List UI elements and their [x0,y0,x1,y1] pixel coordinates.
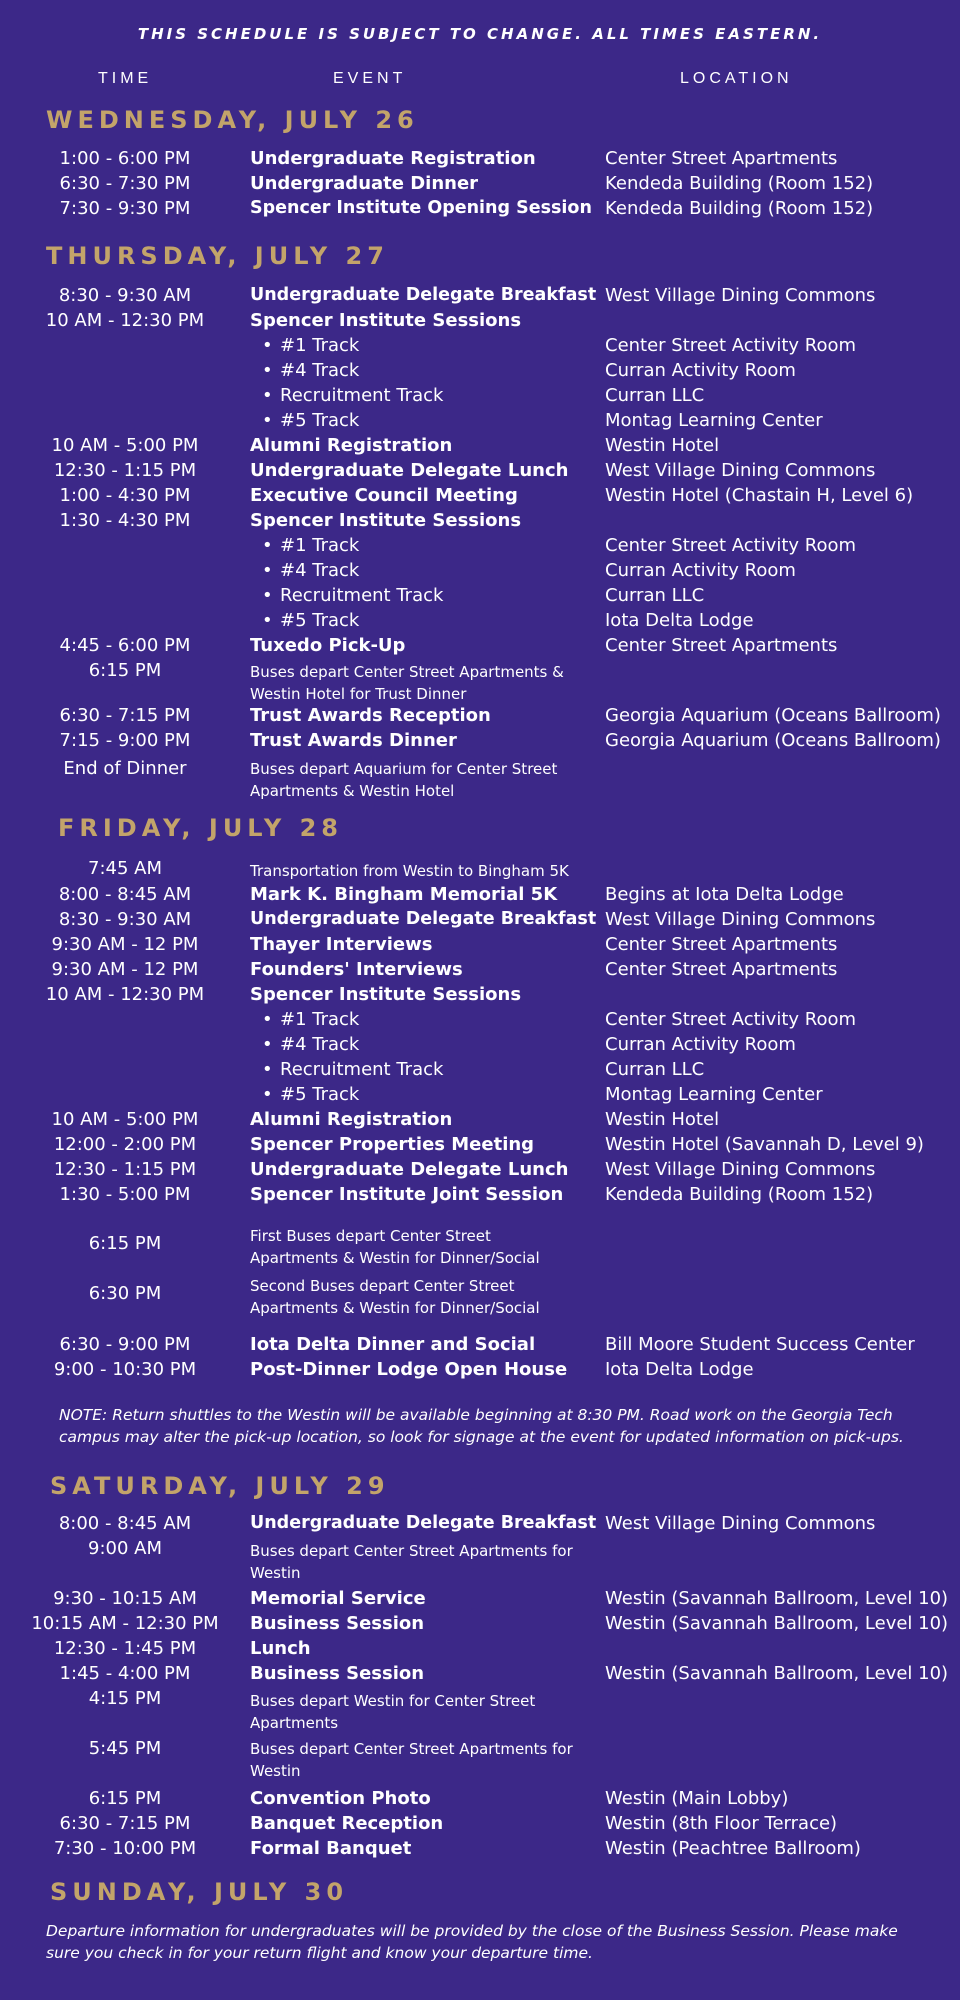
row-time: 7:45 AM [88,858,162,879]
row-time: 9:30 - 10:15 AM [53,1588,197,1609]
row-time: 9:00 AM [88,1538,162,1559]
schedule-row [0,1688,960,1732]
row-time: 7:30 - 9:30 PM [59,198,191,219]
schedule-row [0,858,960,883]
schedule-row [0,909,960,934]
row-event: Undergraduate Delegate Lunch [250,1159,569,1180]
row-location: Kendeda Building (Room 152) [605,173,874,194]
row-time: 1:30 - 5:00 PM [59,1184,191,1205]
row-location: Center Street Apartments [605,959,838,980]
row-time: 8:00 - 8:45 AM [58,1513,192,1534]
track-row [0,585,960,610]
row-location: Curran Activity Room [605,360,796,381]
row-time: 5:45 PM [88,1738,162,1759]
track-name: • Recruitment Track [262,585,443,606]
row-time: End of Dinner [63,758,187,779]
row-location: Westin Hotel [605,435,720,456]
schedule-row [0,1334,960,1359]
row-time: 6:15 PM [88,1233,162,1254]
schedule-row [0,884,960,909]
row-bus-note: First Buses depart Center Street Apartments & Westin for Dinner/Social [250,1227,540,1267]
day-heading-saturday: SATURDAY, JULY 29 [50,1472,390,1500]
row-time: 10 AM - 12:30 PM [45,310,205,331]
row-event: Undergraduate Delegate Breakfast [250,909,597,929]
row-event: Iota Delta Dinner and Social [250,1334,536,1355]
row-location: Curran LLC [605,1059,705,1080]
schedule-row [0,934,960,959]
track-name: • #5 Track [262,1084,359,1105]
track-row [0,610,960,635]
row-event: Business Session [250,1613,425,1634]
row-event: Spencer Institute Joint Session [250,1184,564,1205]
row-bus-note: Transportation from Westin to Bingham 5K [250,862,569,880]
row-time: 10:15 AM - 12:30 PM [31,1613,219,1634]
row-location: Westin (Savannah Ballroom, Level 10) [605,1588,949,1609]
row-location: Center Street Activity Room [605,335,857,356]
row-time: 12:30 - 1:15 PM [53,460,197,481]
schedule-row [0,1159,960,1184]
row-event: Trust Awards Dinner [250,730,457,751]
row-location: Georgia Aquarium (Oceans Ballroom) [605,730,941,751]
schedule-row [0,460,960,485]
schedule-row [0,1613,960,1638]
schedule-row [0,198,960,223]
row-event: Spencer Institute Opening Session [250,198,592,218]
schedule-row [0,435,960,460]
schedule-row [0,1813,960,1838]
row-time: 10 AM - 5:00 PM [51,1109,199,1130]
row-event: Formal Banquet [250,1838,412,1859]
row-location: Westin (8th Floor Terrace) [605,1813,838,1834]
day-heading-friday: FRIDAY, JULY 28 [58,814,343,842]
row-event: Spencer Institute Sessions [250,310,522,331]
row-event: Banquet Reception [250,1813,444,1834]
row-time: 8:30 - 9:30 AM [58,285,192,306]
track-name: • #1 Track [262,535,359,556]
schedule-row [0,635,960,660]
row-event: Spencer Institute Sessions [250,510,522,531]
row-time: 7:30 - 10:00 PM [53,1838,197,1859]
track-row [0,1009,960,1034]
row-time: 4:45 - 6:00 PM [59,635,191,656]
schedule-row [0,705,960,730]
row-time: 12:00 - 2:00 PM [53,1134,197,1155]
row-event: Undergraduate Delegate Lunch [250,460,569,481]
day-heading-sunday: SUNDAY, JULY 30 [50,1878,349,1906]
shuttle-note: NOTE: Return shuttles to the Westin will be available beginning at 8:30 PM. Road work on the Georgia Tech campus may alter the pick-up location, so look for signage at the event for updated information on pick-ups. [59,1406,904,1446]
row-event: Lunch [250,1638,311,1659]
row-time: 10 AM - 5:00 PM [51,435,199,456]
row-time: 1:45 - 4:00 PM [59,1663,191,1684]
row-location: Montag Learning Center [605,410,823,431]
schedule-row [0,1109,960,1134]
row-time: 6:30 PM [88,1283,162,1304]
track-name: • #4 Track [262,1034,359,1055]
row-time: 9:30 AM - 12 PM [51,959,199,980]
row-time: 12:30 - 1:15 PM [53,1159,197,1180]
row-time: 1:30 - 4:30 PM [59,510,191,531]
day-heading-thursday: THURSDAY, JULY 27 [46,242,389,270]
row-location: West Village Dining Commons [605,909,876,930]
row-location: Kendeda Building (Room 152) [605,198,874,219]
schedule-row [0,758,960,800]
track-row [0,410,960,435]
row-location: West Village Dining Commons [605,460,876,481]
row-bus-note: Buses depart Aquarium for Center Street Apartments & Westin Hotel [250,760,558,800]
row-event: Thayer Interviews [250,934,433,955]
row-event: Convention Photo [250,1788,431,1809]
row-time: 4:15 PM [88,1688,162,1709]
schedule-row [0,1788,960,1813]
row-time: 6:30 - 7:15 PM [59,705,191,726]
row-time: 6:30 - 7:30 PM [59,173,191,194]
row-event: Undergraduate Registration [250,148,536,169]
schedule-row [0,1184,960,1209]
row-location: Center Street Apartments [605,934,838,955]
row-event: Undergraduate Delegate Breakfast [250,1513,597,1533]
row-location: Center Street Activity Room [605,535,857,556]
row-location: Westin Hotel (Savannah D, Level 9) [605,1134,924,1155]
row-event: Executive Council Meeting [250,485,518,506]
time-column-header: TIME [98,70,153,87]
row-event: Tuxedo Pick-Up [250,635,406,656]
row-event: Memorial Service [250,1588,426,1609]
row-bus-note: Buses depart Center Street Apartments for Westin [250,1542,573,1582]
row-time: 10 AM - 12:30 PM [45,984,205,1005]
row-event: Undergraduate Delegate Breakfast [250,285,597,305]
row-location: Iota Delta Lodge [605,610,754,631]
row-location: Center Street Activity Room [605,1009,857,1030]
track-name: • #1 Track [262,335,359,356]
schedule-row [0,730,960,755]
row-location: Curran Activity Room [605,1034,796,1055]
row-event: Alumni Registration [250,1109,453,1130]
row-event: Business Session [250,1663,425,1684]
row-time: 6:30 - 7:15 PM [59,1813,191,1834]
track-name: • #5 Track [262,610,359,631]
schedule-row [0,1359,960,1384]
row-location: Westin (Peachtree Ballroom) [605,1838,861,1859]
schedule-row [0,1277,960,1317]
row-time: 8:30 - 9:30 AM [58,909,192,930]
row-event: Trust Awards Reception [250,705,491,726]
schedule-row [0,173,960,198]
row-location: Westin (Savannah Ballroom, Level 10) [605,1613,949,1634]
row-bus-note: Buses depart Center Street Apartments for Westin [250,1740,573,1780]
schedule-row [0,148,960,173]
schedule-row [0,1838,960,1863]
row-location: Curran LLC [605,585,705,606]
schedule-row [0,1134,960,1159]
schedule-row [0,1513,960,1538]
row-time: 9:30 AM - 12 PM [51,934,199,955]
schedule-row [0,660,960,703]
schedule-row [0,510,960,535]
row-time: 6:15 PM [88,660,162,681]
row-location: Bill Moore Student Success Center [605,1334,915,1355]
row-bus-note: Buses depart Center Street Apartments & Westin Hotel for Trust Dinner [250,663,564,703]
row-time: 8:00 - 8:45 AM [58,884,192,905]
schedule-row [0,485,960,510]
row-location: Kendeda Building (Room 152) [605,1184,874,1205]
row-location: Westin (Main Lobby) [605,1788,789,1809]
row-time: 7:15 - 9:00 PM [59,730,191,751]
schedule-row [0,285,960,310]
track-row [0,360,960,385]
track-name: • #4 Track [262,560,359,581]
row-bus-note: Second Buses depart Center Street Apartments & Westin for Dinner/Social [250,1277,540,1317]
track-name: • #1 Track [262,1009,359,1030]
row-time: 12:30 - 1:45 PM [53,1638,197,1659]
row-time: 1:00 - 4:30 PM [59,485,191,506]
row-location: Begins at Iota Delta Lodge [605,884,844,905]
track-row [0,1084,960,1109]
schedule-row [0,310,960,335]
track-row [0,560,960,585]
track-name: • Recruitment Track [262,385,443,406]
track-row [0,385,960,410]
row-time: 1:00 - 6:00 PM [59,148,191,169]
row-location: West Village Dining Commons [605,1159,876,1180]
track-name: • #4 Track [262,360,359,381]
schedule-notice: THIS SCHEDULE IS SUBJECT TO CHANGE. ALL TIMES EASTERN. [137,25,823,43]
row-location: West Village Dining Commons [605,1513,876,1534]
track-row [0,335,960,360]
row-event: Post-Dinner Lodge Open House [250,1359,568,1380]
row-event: Spencer Institute Sessions [250,984,522,1005]
row-location: Montag Learning Center [605,1084,823,1105]
row-location: Curran Activity Room [605,560,796,581]
row-location: Curran LLC [605,385,705,406]
event-column-header: EVENT [333,70,407,87]
row-event: Undergraduate Dinner [250,173,479,194]
schedule-row [0,1638,960,1663]
row-location: West Village Dining Commons [605,285,876,306]
day-heading-wednesday: WEDNESDAY, JULY 26 [46,106,419,134]
track-row [0,1034,960,1059]
row-event: Alumni Registration [250,435,453,456]
track-name: • #5 Track [262,410,359,431]
schedule-row [0,1588,960,1613]
row-time: 6:30 - 9:00 PM [59,1334,191,1355]
row-bus-note: Buses depart Westin for Center Street Apartments [250,1692,536,1732]
row-time: 9:00 - 10:30 PM [53,1359,197,1380]
schedule-row [0,984,960,1009]
row-event: Mark K. Bingham Memorial 5K [250,884,558,905]
row-location: Westin Hotel [605,1109,720,1130]
schedule-row [0,1227,960,1267]
location-column-header: LOCATION [680,70,793,87]
row-time: 6:15 PM [88,1788,162,1809]
schedule-row [0,1538,960,1582]
schedule-row [0,1738,960,1780]
row-location: Westin Hotel (Chastain H, Level 6) [605,485,914,506]
schedule-row [0,1663,960,1688]
track-row [0,1059,960,1084]
row-location: Center Street Apartments [605,635,838,656]
schedule-row [0,959,960,984]
row-event: Founders' Interviews [250,959,463,980]
row-location: Iota Delta Lodge [605,1359,754,1380]
departure-note: Departure information for undergraduates will be provided by the close of the Business Session. Please make sure you check in for your return flight and know your departure time. [46,1922,898,1962]
track-row [0,535,960,560]
track-name: • Recruitment Track [262,1059,443,1080]
row-location: Georgia Aquarium (Oceans Ballroom) [605,705,941,726]
row-event: Spencer Properties Meeting [250,1134,535,1155]
row-location: Center Street Apartments [605,148,838,169]
row-location: Westin (Savannah Ballroom, Level 10) [605,1663,949,1684]
